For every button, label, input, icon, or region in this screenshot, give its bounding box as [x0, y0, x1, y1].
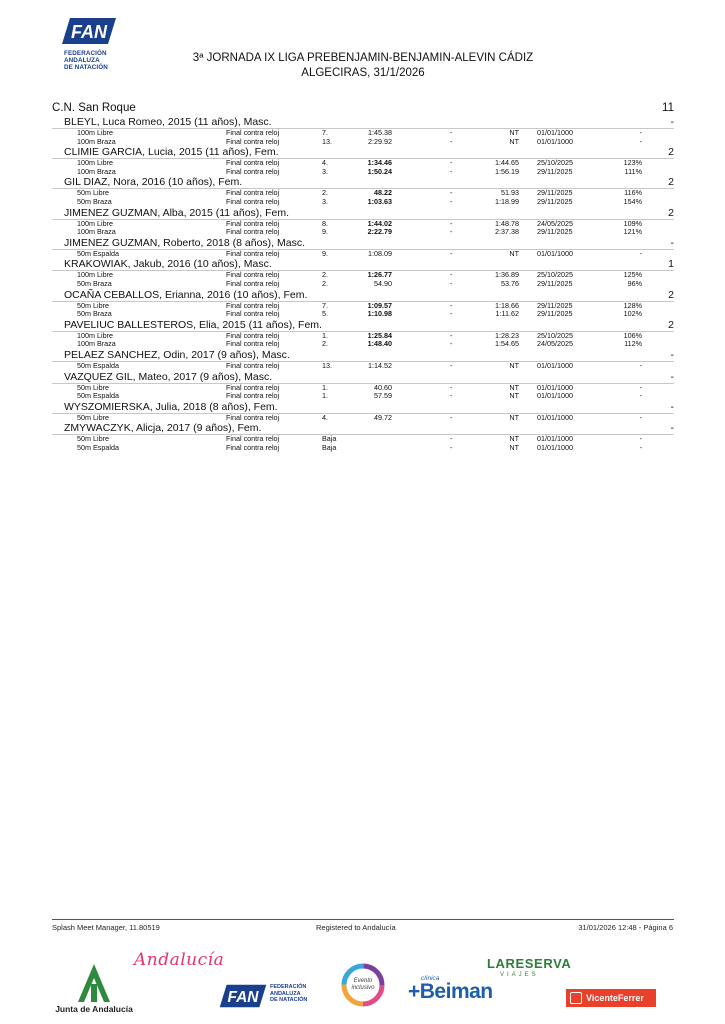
svg-text:FAN: FAN: [227, 989, 259, 1007]
fan-sponsor-text: FEDERACIÓN ANDALUZA DE NATACIÓN: [270, 984, 308, 1004]
event-percentage: 109%: [623, 218, 642, 228]
event-row: [52, 189, 674, 198]
event-previous-date: 29/11/2025: [537, 227, 573, 237]
event-time: 2:22.79: [367, 227, 392, 237]
event-row: [52, 271, 674, 280]
event-place: 7.: [322, 128, 328, 137]
event-time: 48.22: [374, 188, 392, 198]
event-time: 2:29.92: [368, 136, 392, 146]
event-round: Final contra reloj: [226, 391, 280, 401]
event-previous-time: 1:28.23: [495, 330, 519, 340]
event-percentage: -: [639, 412, 642, 422]
andalucia-logo: Andalucía: [134, 950, 225, 970]
event-previous-time: 1:11.62: [495, 309, 519, 319]
event-round: Final contra reloj: [226, 278, 280, 288]
event-place: Baja: [322, 434, 337, 444]
event-round: Final contra reloj: [226, 128, 280, 137]
event-previous-time: NT: [509, 248, 519, 258]
event-place: 7.: [322, 300, 328, 310]
event-dash: -: [450, 196, 453, 206]
event-row: [52, 444, 674, 453]
swimmer-name: GIL DIAZ, Nora, 2016 (10 años), Fem.: [64, 176, 243, 189]
event-previous-time: NT: [509, 360, 519, 370]
event-dash: -: [450, 227, 453, 237]
evento-inclusivo-logo: [340, 962, 386, 1008]
event-previous-date: 01/01/1000: [537, 391, 573, 401]
event-round: Final contra reloj: [226, 270, 280, 280]
event-name: 100m Libre: [77, 218, 113, 228]
swimmer-header: [52, 146, 674, 159]
event-place: 3.: [322, 166, 328, 176]
swimmer-block: [52, 146, 674, 176]
swimmer-block: [52, 422, 674, 452]
event-percentage: 128%: [623, 300, 642, 310]
event-row: [52, 228, 674, 237]
event-place: 1.: [322, 330, 328, 340]
meet-subtitle: ALGECIRAS, 31/1/2026: [301, 67, 425, 79]
event-name: 50m Braza: [77, 196, 112, 206]
event-name: 100m Libre: [77, 330, 113, 340]
event-round: Final contra reloj: [226, 442, 280, 452]
results-list: [52, 116, 674, 452]
swimmer-block: [52, 289, 674, 319]
swimmer-name: JIMENEZ GUZMAN, Roberto, 2018 (8 años), Masc.: [64, 236, 305, 249]
event-percentage: -: [639, 128, 642, 137]
event-row: [52, 340, 674, 349]
event-previous-time: NT: [509, 382, 519, 392]
event-previous-date: 01/01/1000: [537, 128, 573, 137]
swimmer-block: [52, 349, 674, 371]
event-percentage: -: [639, 391, 642, 401]
swimmer-header: [52, 176, 674, 189]
event-previous-date: 24/05/2025: [537, 339, 573, 349]
event-previous-date: 29/11/2025: [537, 300, 573, 310]
event-previous-date: 25/10/2025: [537, 270, 573, 280]
event-time: 1:14.52: [368, 360, 392, 370]
swimmer-name: ZMYWACZYK, Alicja, 2017 (9 años), Fem.: [64, 422, 262, 435]
event-name: 50m Espalda: [77, 442, 119, 452]
swimmer-header: [52, 289, 674, 302]
fan-sponsor-logo: [218, 982, 328, 1012]
event-time: 1:08.09: [368, 248, 392, 258]
footer-divider: [52, 919, 674, 920]
swimmer-name: OCAÑA CEBALLOS, Erianna, 2016 (10 años), Fem.: [64, 288, 308, 301]
event-previous-time: 2:37.38: [495, 227, 519, 237]
event-name: 100m Libre: [77, 128, 113, 137]
event-round: Final contra reloj: [226, 227, 280, 237]
club-header: [52, 102, 674, 116]
vicente-ferrer-logo: VicenteFerrer: [566, 989, 656, 1007]
event-previous-time: 1:56.19: [495, 166, 519, 176]
event-place: 3.: [322, 196, 328, 206]
swimmer-header: [52, 207, 674, 220]
event-row: [52, 198, 674, 207]
event-previous-time: 1:18.99: [495, 196, 519, 206]
event-dash: -: [450, 434, 453, 444]
event-name: 100m Braza: [77, 339, 116, 349]
event-round: Final contra reloj: [226, 300, 280, 310]
event-dash: -: [450, 166, 453, 176]
event-place: Baja: [322, 442, 337, 452]
event-percentage: 111%: [624, 166, 642, 176]
event-previous-date: 01/01/1000: [537, 434, 573, 444]
swimmer-name: VAZQUEZ GIL, Mateo, 2017 (9 años), Masc.: [64, 370, 273, 383]
event-percentage: 125%: [623, 270, 642, 280]
beiman-logo: +Beiman: [408, 980, 493, 1003]
event-percentage: -: [639, 442, 642, 452]
event-place: 4.: [322, 412, 328, 422]
event-row: [52, 362, 674, 371]
event-percentage: 102%: [623, 309, 642, 319]
swimmer-name: BLEYL, Luca Romeo, 2015 (11 años), Masc.: [64, 116, 272, 128]
swimmer-block: [52, 371, 674, 401]
event-previous-time: NT: [509, 442, 519, 452]
event-name: 50m Braza: [77, 278, 112, 288]
event-name: 50m Libre: [77, 188, 109, 198]
swimmer-count: 2: [668, 318, 674, 331]
event-time: 1:09.57: [367, 300, 392, 310]
event-place: 4.: [322, 158, 328, 168]
event-name: 50m Libre: [77, 382, 109, 392]
event-dash: -: [450, 391, 453, 401]
event-row: [52, 280, 674, 289]
event-dash: -: [450, 128, 453, 137]
swimmer-block: [52, 176, 674, 206]
swimmer-block: [52, 237, 674, 259]
event-place: 13.: [322, 360, 332, 370]
event-row: [52, 129, 674, 138]
fan-sponsor-icon: [218, 982, 268, 1010]
lareserva-logo: LARESERVA: [487, 956, 572, 971]
event-percentage: 106%: [623, 330, 642, 340]
event-round: Final contra reloj: [226, 382, 280, 392]
event-time: 1:10.98: [367, 309, 392, 319]
event-dash: -: [450, 136, 453, 146]
event-row: [52, 302, 674, 311]
event-percentage: -: [639, 360, 642, 370]
event-time: 54.90: [374, 278, 392, 288]
junta-logo: [48, 962, 140, 1018]
event-round: Final contra reloj: [226, 434, 280, 444]
swimmer-block: [52, 319, 674, 349]
swimmer-header: [52, 237, 674, 250]
event-row: [52, 159, 674, 168]
event-row: [52, 250, 674, 259]
event-previous-time: 1:44.65: [495, 158, 519, 168]
event-percentage: -: [639, 382, 642, 392]
event-dash: -: [450, 218, 453, 228]
event-name: 100m Braza: [77, 136, 116, 146]
swimmer-count: 2: [668, 146, 674, 159]
event-round: Final contra reloj: [226, 136, 280, 146]
event-place: 13.: [322, 136, 332, 146]
event-previous-date: 01/01/1000: [537, 136, 573, 146]
event-previous-time: 51.93: [501, 188, 519, 198]
event-name: 100m Braza: [77, 166, 116, 176]
event-name: 100m Braza: [77, 227, 116, 237]
swimmer-name: PELAEZ SANCHEZ, Odin, 2017 (9 años), Masc.: [64, 348, 290, 361]
swimmer-count: -: [670, 116, 674, 128]
swimmer-name: KRAKOWIAK, Jakub, 2016 (10 años), Masc.: [64, 258, 272, 271]
event-previous-date: 01/01/1000: [537, 248, 573, 258]
event-round: Final contra reloj: [226, 412, 280, 422]
swimmer-name: JIMENEZ GUZMAN, Alba, 2015 (11 años), Fem.: [64, 206, 290, 219]
event-percentage: 112%: [624, 339, 642, 349]
event-previous-date: 25/10/2025: [537, 330, 573, 340]
event-percentage: 96%: [627, 278, 642, 288]
fan-logo-mark: FAN: [71, 22, 107, 42]
swimmer-header: [52, 371, 674, 384]
event-name: 100m Libre: [77, 158, 113, 168]
event-round: Final contra reloj: [226, 166, 280, 176]
swimmer-block: [52, 258, 674, 288]
document-title: [130, 51, 596, 81]
event-place: 1.: [322, 382, 328, 392]
event-previous-time: NT: [509, 136, 519, 146]
event-place: 2.: [322, 278, 328, 288]
event-dash: -: [450, 339, 453, 349]
event-previous-date: 01/01/1000: [537, 382, 573, 392]
event-time: 1:03.63: [367, 196, 392, 206]
event-percentage: -: [639, 434, 642, 444]
event-time: 1:48.40: [367, 339, 392, 349]
swimmer-header: [52, 319, 674, 332]
event-round: Final contra reloj: [226, 158, 280, 168]
event-previous-time: NT: [509, 128, 519, 137]
event-name: 50m Espalda: [77, 391, 119, 401]
event-time: 1:50.24: [367, 166, 392, 176]
fan-logo-icon: [60, 16, 118, 46]
swimmer-count: -: [670, 348, 674, 361]
event-row: [52, 384, 674, 393]
event-round: Final contra reloj: [226, 360, 280, 370]
event-name: 50m Libre: [77, 412, 109, 422]
event-time: 1:34.46: [367, 158, 392, 168]
event-previous-date: 29/11/2025: [537, 188, 573, 198]
swimmer-block: [52, 116, 674, 146]
swimmer-header: [52, 422, 674, 435]
event-previous-time: 1:48.78: [495, 218, 519, 228]
event-previous-time: 1:36.89: [495, 270, 519, 280]
event-previous-date: 29/11/2025: [537, 278, 573, 288]
event-previous-date: 01/01/1000: [537, 360, 573, 370]
event-previous-time: 1:54.65: [495, 339, 519, 349]
swimmer-count: -: [670, 400, 674, 413]
swimmer-header: [52, 258, 674, 271]
event-previous-time: 1:18.66: [495, 300, 519, 310]
swimmer-name: WYSZOMIERSKA, Julia, 2018 (8 años), Fem.: [64, 400, 278, 413]
event-previous-time: NT: [509, 391, 519, 401]
swimmer-name: CLIMIE GARCIA, Lucia, 2015 (11 años), Fem.: [64, 146, 279, 159]
event-dash: -: [450, 270, 453, 280]
evento-text: Evento inclusivo: [351, 978, 375, 991]
event-name: 50m Braza: [77, 309, 112, 319]
event-dash: -: [450, 248, 453, 258]
event-percentage: 121%: [623, 227, 642, 237]
event-percentage: -: [639, 248, 642, 258]
event-name: 50m Libre: [77, 434, 109, 444]
swimmer-block: [52, 207, 674, 237]
event-dash: -: [450, 382, 453, 392]
swimmer-block: [52, 401, 674, 423]
swimmer-count: 2: [668, 176, 674, 189]
event-place: 2.: [322, 270, 328, 280]
event-dash: -: [450, 158, 453, 168]
event-previous-time: NT: [509, 434, 519, 444]
event-row: [52, 138, 674, 147]
event-row: [52, 435, 674, 444]
event-name: 100m Libre: [77, 270, 113, 280]
swimmer-count: 1: [668, 258, 674, 271]
event-time: 1:45.38: [368, 128, 392, 137]
event-row: [52, 332, 674, 341]
event-row: [52, 168, 674, 177]
event-place: 5.: [322, 309, 328, 319]
swimmer-count: -: [670, 370, 674, 383]
event-dash: -: [450, 360, 453, 370]
vicente-ferrer-icon: [570, 992, 582, 1004]
junta-logo-text: Junta de Andalucía: [55, 1004, 133, 1014]
event-place: 9.: [322, 248, 328, 258]
event-percentage: 116%: [624, 188, 642, 198]
footer-software: Splash Meet Manager, 11.80519: [52, 923, 160, 932]
event-previous-time: NT: [509, 412, 519, 422]
event-previous-date: 25/10/2025: [537, 158, 573, 168]
junta-logo-icon: [48, 962, 140, 1004]
event-dash: -: [450, 442, 453, 452]
event-dash: -: [450, 278, 453, 288]
swimmer-count: 2: [668, 206, 674, 219]
event-previous-date: 29/11/2025: [537, 166, 573, 176]
event-row: [52, 414, 674, 423]
event-name: 50m Libre: [77, 300, 109, 310]
event-round: Final contra reloj: [226, 309, 280, 319]
fan-logo-text: FEDERACIÓN ANDALUZA DE NATACIÓN: [64, 50, 108, 71]
event-place: 9.: [322, 227, 328, 237]
event-name: 50m Espalda: [77, 360, 119, 370]
swimmer-count: -: [670, 422, 674, 435]
event-time: 49.72: [374, 412, 392, 422]
swimmer-count: 2: [668, 288, 674, 301]
event-row: [52, 392, 674, 401]
swimmer-header: [52, 349, 674, 362]
club-count: 11: [662, 102, 674, 114]
event-dash: -: [450, 300, 453, 310]
event-time: 1:25.84: [367, 330, 392, 340]
event-place: 1.: [322, 391, 328, 401]
swimmer-header: [52, 401, 674, 414]
event-round: Final contra reloj: [226, 248, 280, 258]
event-previous-time: 53.76: [501, 278, 519, 288]
event-previous-date: 29/11/2025: [537, 309, 573, 319]
fan-logo: [56, 16, 122, 76]
event-previous-date: 29/11/2025: [537, 196, 573, 206]
event-row: [52, 220, 674, 229]
event-round: Final contra reloj: [226, 188, 280, 198]
club-name: C.N. San Roque: [52, 102, 136, 114]
event-time: 57.59: [374, 391, 392, 401]
event-percentage: -: [639, 136, 642, 146]
event-time: 1:26.77: [367, 270, 392, 280]
footer-page-info: 31/01/2026 12:48 - Página 6: [578, 923, 673, 932]
viajes-label: VIAJES: [500, 972, 539, 978]
event-round: Final contra reloj: [226, 330, 280, 340]
footer-registered: Registered to Andalucía: [316, 923, 396, 932]
event-percentage: 154%: [623, 196, 642, 206]
event-time: 40.60: [374, 382, 392, 392]
event-dash: -: [450, 188, 453, 198]
event-time: 1:44.02: [367, 218, 392, 228]
event-dash: -: [450, 330, 453, 340]
event-dash: -: [450, 412, 453, 422]
meet-title: 3ª JORNADA IX LIGA PREBENJAMIN-BENJAMIN-ALEVIN CÁDIZ: [192, 52, 534, 64]
event-place: 8.: [322, 218, 328, 228]
event-place: 2.: [322, 339, 328, 349]
event-name: 50m Espalda: [77, 248, 119, 258]
event-round: Final contra reloj: [226, 218, 280, 228]
event-dash: -: [450, 309, 453, 319]
swimmer-header: [52, 116, 674, 129]
event-round: Final contra reloj: [226, 196, 280, 206]
event-previous-date: 01/01/1000: [537, 442, 573, 452]
swimmer-count: -: [670, 236, 674, 249]
event-previous-date: 01/01/1000: [537, 412, 573, 422]
clinica-label: clínica: [421, 975, 440, 982]
event-row: [52, 310, 674, 319]
event-round: Final contra reloj: [226, 339, 280, 349]
event-previous-date: 24/05/2025: [537, 218, 573, 228]
swimmer-name: PAVELIUC BALLESTEROS, Elia, 2015 (11 años), Fem.: [64, 318, 322, 331]
event-place: 2.: [322, 188, 328, 198]
event-percentage: 123%: [623, 158, 642, 168]
